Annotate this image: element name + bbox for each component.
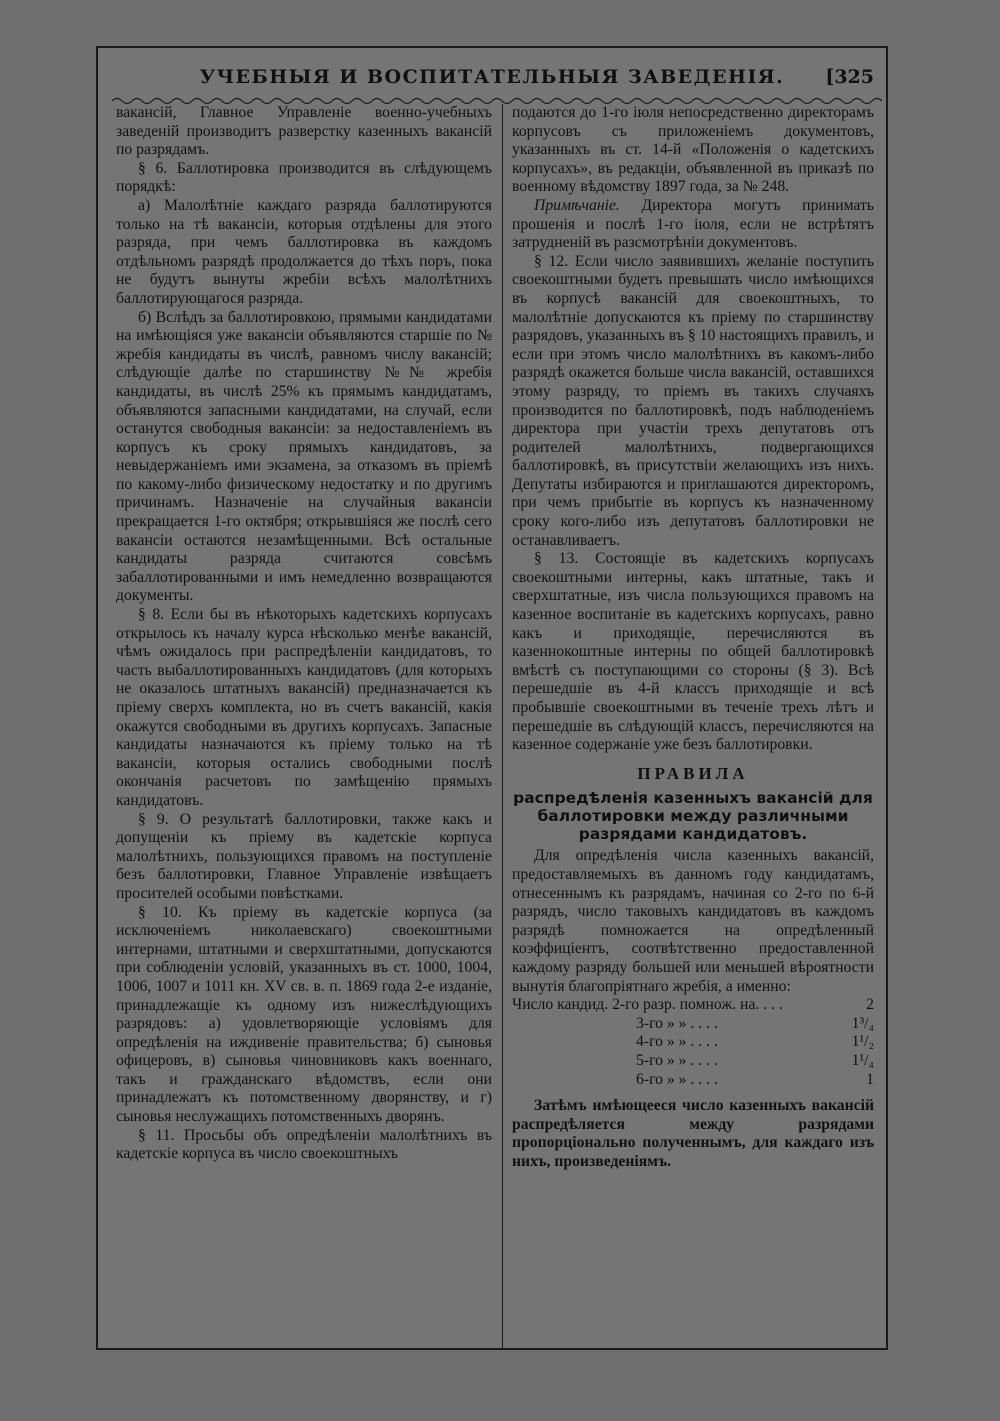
coefficient-row	[512, 1071, 874, 1090]
coefficient-label: Число кандид. 2-го разр. помнож. на. . . .	[512, 996, 783, 1014]
note-paragraph	[512, 197, 874, 253]
note-label: Примѣчаніе.	[534, 196, 620, 214]
right-column	[512, 104, 874, 1171]
coefficient-value: 1¹/₄	[851, 1051, 874, 1069]
paragraph-continuation: подаются до 1-го іюля непосредственно директорамъ корпусовъ съ приложеніемъ документовъ, указанныхъ въ ст. 14-й «Положенія о кадетскихъ корпусахъ», въ редакціи, объявленной въ приказѣ по военному вѣдомству 1897 года, за № 248.	[512, 104, 874, 196]
paragraph-section-11: § 11. Просьбы объ опредѣленіи малолѣтнихъ въ кадетскіе корпуса въ число своекоштныхъ	[116, 1126, 492, 1163]
coefficient-value: 1	[866, 1070, 874, 1088]
coefficient-label: 4-го » » . . . .	[636, 1033, 718, 1051]
rules-subheading: распредѣленія казенныхъ вакансій для баллотировки между различными разрядами кандидатовъ.	[513, 789, 873, 844]
coefficient-row	[512, 996, 874, 1015]
coefficient-label: 6-го » » . . . .	[636, 1070, 718, 1088]
column-divider	[502, 104, 503, 1350]
rules-heading: ПРАВИЛА	[637, 763, 749, 783]
coefficient-row	[512, 1052, 874, 1071]
paragraph-section-10: § 10. Къ пріему въ кадетскіе корпуса (за исключеніемъ николаевскаго) своекоштными интернами, штатными и сверхштатными, допускаются при соблюденіи условій, указанныхъ въ ст. 1000, 1004, 1006, 1007 и 1011 кн. XV св. в. п. 1869 года 2-е изданіе, принадлежащіе къ одному изъ нижеслѣдующихъ разрядовъ: а) удовлетворяющіе условіямъ для опредѣленія на иждивеніе правительства; б) сыновья офицеровъ, в) сыновья чиновниковъ какъ военнаго, такъ и гражданскаго вѣдомствъ, если они принадлежатъ къ потомственному дворянству, и г) сыновья неслужащихъ потомственныхъ дворянъ.	[116, 903, 492, 1126]
paragraph-section-13: § 13. Состоящіе въ кадетскихъ корпусахъ своекоштными интерны, какъ штатные, такъ и сверхштатные, изъ числа пользующихся правомъ на казенное воспитаніе въ кадетскихъ корпусахъ, равно какъ и приходящіе, перечисляются въ казеннокоштные интерны по общей баллотировкѣ вмѣстѣ съ поступающими со стороны (§ 3). Всѣ перешедшіе въ 4-й классъ приходящіе и всѣ пробывшіе своекоштными въ теченіе трехъ лѣтъ и перешедшіе въ слѣдующій классъ, перечисляются на казенное содержаніе уже безъ баллотировки.	[512, 550, 874, 754]
running-header: УЧЕБНЫЯ И ВОСПИТАТЕЛЬНЫЯ ЗАВЕДЕНІЯ.	[199, 66, 785, 88]
paragraph-rules: Для опредѣленія числа казенныхъ вакансій, предоставляемыхъ въ данномъ году кандидатамъ, отнесеннымъ къ разрядамъ, начиная со 2-го по 6-й разрядъ, число таковыхъ кандидатовъ въ каждомъ разрядѣ помножается на опредѣленный коэффиціентъ, соотвѣтственно предоставленной каждому разряду большей или меньшей вѣроятности вынутія благопріятнаго жребія, а именно:	[512, 847, 874, 995]
coefficient-value: 2	[866, 996, 874, 1014]
page-number: [325	[825, 66, 874, 88]
paragraph-final: Затѣмъ имѣющееся число казенныхъ вакансій распредѣляется между разрядами пропорціонально полученнымъ, для каждаго изъ нихъ, произведеніямъ.	[512, 1097, 874, 1170]
left-column	[116, 104, 492, 1164]
paragraph-section-12: § 12. Если число заявившихъ желаніе поступить своекоштными будетъ превышать число имѣющихся въ корпусѣ вакансій для своекоштныхъ, то малолѣтніе допускаются къ пріему по старшинству разрядовъ, указанныхъ въ § 10 настоящихъ правилъ, и если при этомъ число малолѣтнихъ въ какомъ-либо разрядѣ окажется больше числа вакансій, оставшихся этому разряду, то пріемъ въ такихъ случаяхъ производится по баллотировкѣ, подъ наблюденіемъ директора при участіи трехъ депутатовъ отъ родителей малолѣтнихъ, подвергающихся баллотировкѣ, въ присутствіи желающихъ изъ нихъ. Депутаты избираются и приглашаются директоромъ, при чемъ прибытіе въ корпусъ къ назначенному сроку кого-либо изъ депутатовъ баллотировки не останавливаетъ.	[512, 252, 874, 549]
document-page	[96, 46, 888, 1350]
note-text: Директора могутъ принимать прошенія и послѣ 1-го іюля, если не встрѣтятъ затрудненій въ разсмотрѣніи документовъ.	[512, 196, 874, 252]
paragraph-item-a: а) Малолѣтніе каждаго разряда баллотируются только на тѣ вакансіи, которыя отдѣлены для этого разряда, при чемъ баллотировка въ каждомъ отдѣльномъ разрядѣ продолжается до тѣхъ поръ, пока не будутъ вынуты жребіи всѣхъ малолѣтнихъ баллотирующагося разряда.	[116, 196, 492, 307]
paragraph-section-6: § 6. Баллотировка производится въ слѣдующемъ порядкѣ:	[116, 159, 492, 196]
paragraph-section-9: § 9. О результатѣ баллотировки, также какъ и допущеніи къ пріему въ кадетскіе корпуса малолѣтнихъ, пользующихся правомъ на поступленіе безъ баллотировки, Главное Управленіе извѣщаетъ просителей особыми повѣстками.	[116, 810, 492, 902]
coefficient-value: 1³/₄	[851, 1014, 874, 1032]
paragraph: вакансій, Главное Управленіе военно-учебныхъ заведеній производитъ разверстку казенныхъ вакансій по разрядамъ.	[116, 104, 492, 159]
coefficient-label: 5-го » » . . . .	[636, 1051, 718, 1069]
paragraph-section-8: § 8. Если бы въ нѣкоторыхъ кадетскихъ корпусахъ открылось къ началу курса нѣсколько менѣе вакансій, чѣмъ ожидалось при распредѣленіи кандидатовъ, то часть выбаллотированныхъ кандидатовъ (для которыхъ не оказалось штатныхъ вакансій) предназначается къ пріему сверхъ комплекта, но въ счетъ вакансій, какія окажутся свободными въ другихъ корпусахъ. Запасные кандидаты назначаются къ пріему только на тѣ вакансіи, которыя остались свободными послѣ окончанія расчетовъ по замѣщенію прямыхъ кандидатовъ.	[116, 606, 492, 809]
coefficient-row	[512, 1033, 874, 1052]
coefficient-label: 3-го » » . . . .	[636, 1014, 718, 1032]
coefficient-table	[512, 996, 874, 1089]
coefficient-row	[512, 1015, 874, 1034]
coefficient-value: 1¹/₂	[851, 1033, 874, 1051]
paragraph-item-b: б) Вслѣдъ за баллотировкою, прямыми кандидатами на имѣющіяся уже вакансіи объявляются старшіе по № жребія кандидаты въ числѣ, равномъ числу вакансій; слѣдующіе далѣе по старшинству №№ жребія кандидаты, въ числѣ 25% къ прямымъ кандидатамъ, объявляются запасными кандидатами, на случай, если останутся свободныя вакансіи: за недоставленіемъ въ корпусъ къ сроку прямыхъ кандидатовъ, за невыдержаніемъ ими экзамена, за отказомъ въ пріемѣ по какому-либо физическому недостатку и по другимъ причинамъ. Назначеніе на случайныя вакансіи прекращается 1-го октября; открывшіяся же послѣ сего вакансіи остаются незамѣщенными. Всѣ остальные кандидаты разряда считаются совсѣмъ забаллотированными и имъ немедленно возвращаются документы.	[116, 308, 492, 605]
